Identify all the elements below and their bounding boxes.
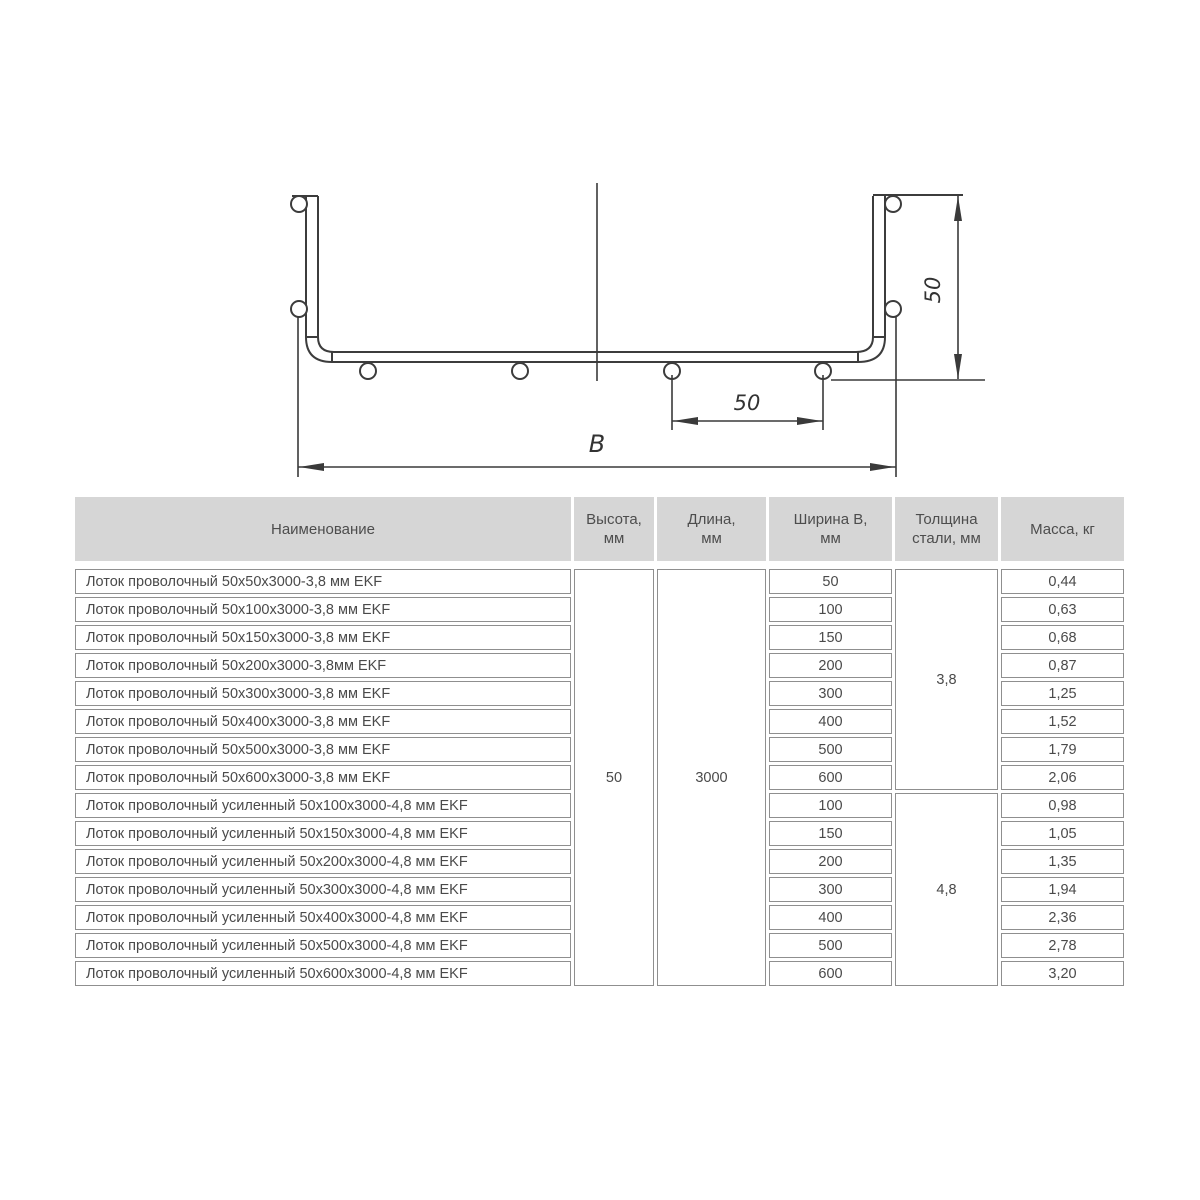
header-mass: Масса, кг bbox=[1001, 497, 1124, 561]
mass-value-cell: 0,63 bbox=[1001, 597, 1124, 622]
product-name-cell: Лоток проволочный 50х50х3000-3,8 мм EKF bbox=[75, 569, 571, 594]
header-width: Ширина В, мм bbox=[769, 497, 892, 561]
product-name-cell: Лоток проволочный 50х150х3000-3,8 мм EKF bbox=[75, 625, 571, 650]
mass-value-cell: 0,87 bbox=[1001, 653, 1124, 678]
header-thickness: Толщина стали, мм bbox=[895, 497, 998, 561]
tray-profile bbox=[292, 195, 963, 362]
product-name-cell: Лоток проволочный 50х600х3000-3,8 мм EKF bbox=[75, 765, 571, 790]
width-dim-label: B bbox=[588, 430, 606, 458]
mass-value-cell: 1,35 bbox=[1001, 849, 1124, 874]
mass-value-cell: 3,20 bbox=[1001, 961, 1124, 986]
width-value-cell: 100 bbox=[769, 793, 892, 818]
width-value-cell: 400 bbox=[769, 905, 892, 930]
width-value-cell: 400 bbox=[769, 709, 892, 734]
product-name-cell: Лоток проволочный усиленный 50х600х3000-4,8 мм EKF bbox=[75, 961, 571, 986]
product-name-cell: Лоток проволочный усиленный 50х400х3000-4,8 мм EKF bbox=[75, 905, 571, 930]
width-value-cell: 500 bbox=[769, 933, 892, 958]
width-value-cell: 50 bbox=[769, 569, 892, 594]
width-value-cell: 100 bbox=[769, 597, 892, 622]
mass-value-cell: 1,52 bbox=[1001, 709, 1124, 734]
product-name-cell: Лоток проволочный 50х500х3000-3,8 мм EKF bbox=[75, 737, 571, 762]
width-value-cell: 200 bbox=[769, 849, 892, 874]
header-length: Длина, мм bbox=[657, 497, 766, 561]
product-name-cell: Лоток проволочный 50х300х3000-3,8 мм EKF bbox=[75, 681, 571, 706]
product-name-cell: Лоток проволочный 50х100х3000-3,8 мм EKF bbox=[75, 597, 571, 622]
mass-value-cell: 2,36 bbox=[1001, 905, 1124, 930]
dimension-pitch bbox=[672, 375, 823, 430]
product-name-cell: Лоток проволочный усиленный 50х200х3000-4,8 мм EKF bbox=[75, 849, 571, 874]
mass-value-cell: 1,25 bbox=[1001, 681, 1124, 706]
mass-value-cell: 2,06 bbox=[1001, 765, 1124, 790]
product-name-cell: Лоток проволочный 50х200х3000-3,8мм EKF bbox=[75, 653, 571, 678]
width-value-cell: 300 bbox=[769, 681, 892, 706]
length-value-cell: 3000 bbox=[657, 569, 766, 986]
header-height: Высота, мм bbox=[574, 497, 654, 561]
width-value-cell: 600 bbox=[769, 961, 892, 986]
mass-value-cell: 2,78 bbox=[1001, 933, 1124, 958]
width-value-cell: 200 bbox=[769, 653, 892, 678]
height-value-cell: 50 bbox=[574, 569, 654, 986]
product-name-cell: Лоток проволочный усиленный 50х500х3000-4,8 мм EKF bbox=[75, 933, 571, 958]
spec-table bbox=[72, 566, 1127, 989]
thickness-value-cell: 4,8 bbox=[895, 793, 998, 986]
mass-value-cell: 0,68 bbox=[1001, 625, 1124, 650]
thickness-value-cell: 3,8 bbox=[895, 569, 998, 790]
header-name: Наименование bbox=[75, 497, 571, 561]
product-name-cell: Лоток проволочный усиленный 50х100х3000-4,8 мм EKF bbox=[75, 793, 571, 818]
product-name-cell: Лоток проволочный усиленный 50х300х3000-4,8 мм EKF bbox=[75, 877, 571, 902]
width-value-cell: 150 bbox=[769, 625, 892, 650]
width-value-cell: 500 bbox=[769, 737, 892, 762]
width-value-cell: 300 bbox=[769, 877, 892, 902]
pitch-dim-label: 50 bbox=[733, 391, 761, 415]
mass-value-cell: 1,79 bbox=[1001, 737, 1124, 762]
mass-value-cell: 0,44 bbox=[1001, 569, 1124, 594]
height-dim-label: 50 bbox=[921, 276, 945, 304]
width-value-cell: 600 bbox=[769, 765, 892, 790]
product-name-cell: Лоток проволочный усиленный 50х150х3000-4,8 мм EKF bbox=[75, 821, 571, 846]
mass-value-cell: 1,94 bbox=[1001, 877, 1124, 902]
width-value-cell: 150 bbox=[769, 821, 892, 846]
mass-value-cell: 0,98 bbox=[1001, 793, 1124, 818]
spec-table-header bbox=[75, 497, 1124, 561]
table-row bbox=[75, 569, 1124, 594]
tray-cross-section-diagram bbox=[0, 0, 1200, 500]
mass-value-cell: 1,05 bbox=[1001, 821, 1124, 846]
product-name-cell: Лоток проволочный 50х400х3000-3,8 мм EKF bbox=[75, 709, 571, 734]
